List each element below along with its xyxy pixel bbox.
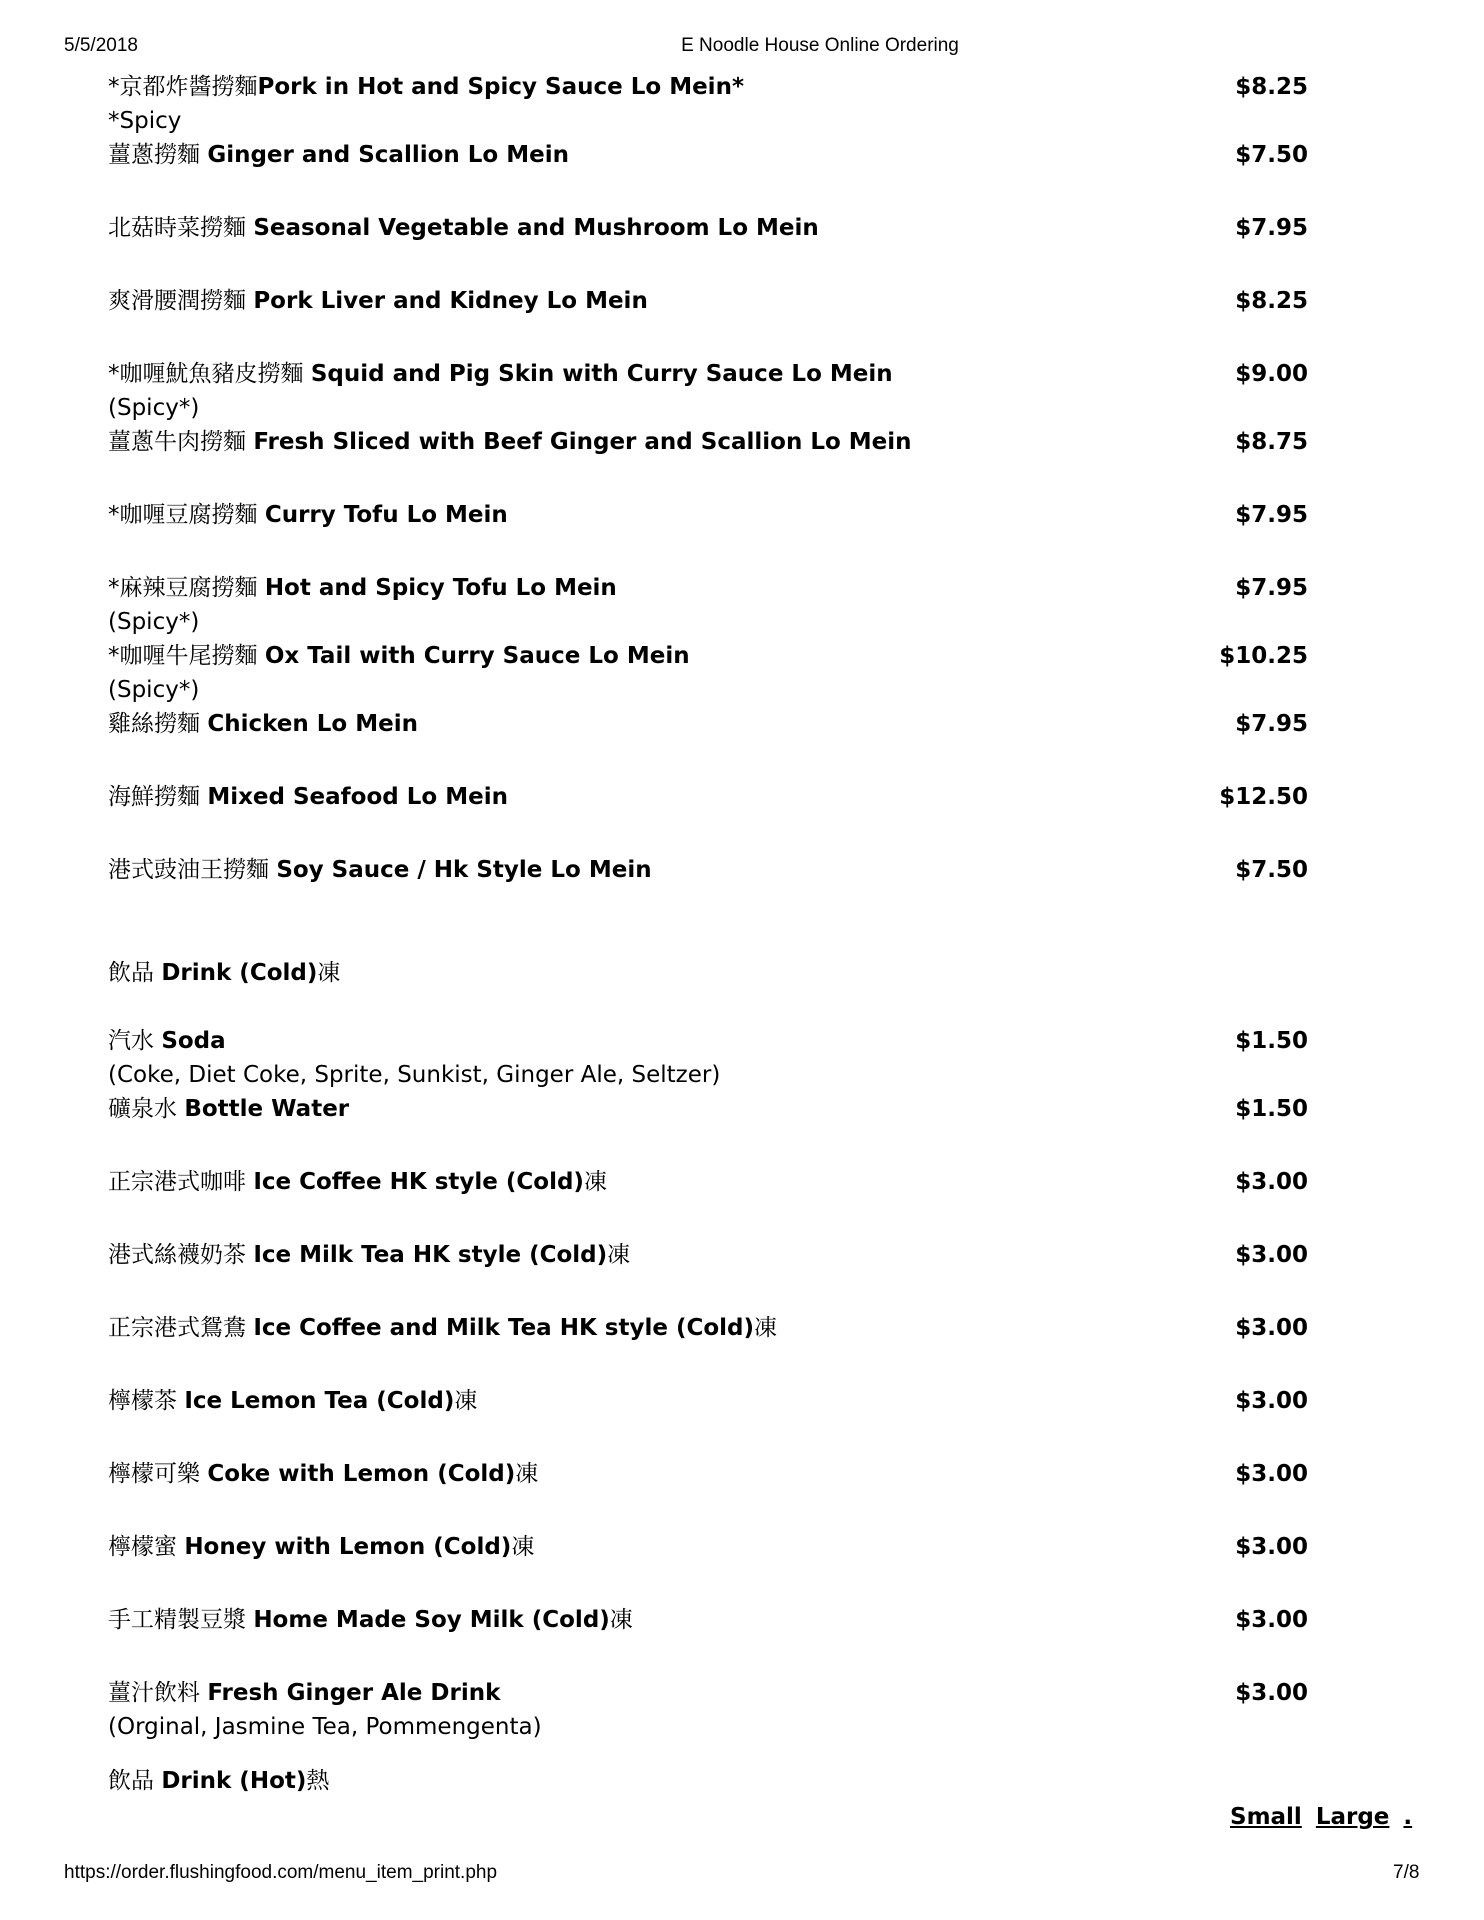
item-chinese-name: 雞絲撈麵 [108, 711, 208, 737]
item-english-name: Pork in Hot and Spicy Sauce Lo Mein* [257, 74, 744, 100]
item-price: $3.00 [1235, 1607, 1308, 1633]
menu-item [108, 498, 1308, 532]
section-heading-drink-cold [108, 956, 1308, 990]
item-note: (Orginal, Jasmine Tea, Pommengenta) [108, 1714, 542, 1740]
menu-item [108, 357, 1308, 425]
footer-url: https://order.flushingfood.com/menu_item_print.php [64, 1862, 498, 1883]
item-english-name: Ice Milk Tea HK style (Cold) [253, 1242, 608, 1268]
item-english-name: Bottle Water [184, 1096, 350, 1122]
item-chinese-name: 薑蔥撈麵 [108, 142, 208, 168]
menu-item [108, 1603, 1308, 1637]
item-price: $3.00 [1235, 1169, 1308, 1195]
header-title: E Noodle House Online Ordering [681, 35, 959, 56]
item-chinese-suffix: 凍 [754, 1315, 778, 1341]
item-price: $1.50 [1235, 1028, 1308, 1054]
section-english-name: Drink (Hot) [161, 1768, 307, 1794]
section-chinese-suffix: 熱 [306, 1768, 330, 1794]
size-small-link[interactable]: Small [1230, 1804, 1302, 1830]
item-chinese-name: 檸檬茶 [108, 1388, 185, 1414]
menu-item [108, 1165, 1308, 1199]
item-chinese-name: *京都炸醬撈麵 [108, 74, 258, 100]
item-price: $7.95 [1235, 711, 1308, 737]
item-chinese-suffix: 凍 [515, 1461, 539, 1487]
item-chinese-name: 北菇時菜撈麵 [108, 215, 254, 241]
item-chinese-suffix: 凍 [609, 1607, 633, 1633]
menu-item [108, 138, 1308, 172]
menu-item [108, 1384, 1308, 1418]
item-price: $3.00 [1235, 1315, 1308, 1341]
item-note: (Spicy*) [108, 609, 200, 635]
item-chinese-name: 礦泉水 [108, 1096, 185, 1122]
section-heading-drink-hot [108, 1764, 1308, 1798]
item-chinese-name: *咖喱豆腐撈麵 [108, 502, 265, 528]
item-price: $12.50 [1219, 784, 1308, 810]
item-price: $9.00 [1235, 361, 1308, 387]
item-chinese-name: 港式絲襪奶茶 [108, 1242, 254, 1268]
item-chinese-name: 正宗港式鴛鴦 [108, 1315, 254, 1341]
menu-item [108, 571, 1308, 639]
item-english-name: Home Made Soy Milk (Cold) [253, 1607, 610, 1633]
item-price: $10.25 [1219, 643, 1308, 669]
item-english-name: Squid and Pig Skin with Curry Sauce Lo Mein [310, 361, 893, 387]
item-note: (Spicy*) [108, 677, 200, 703]
item-price: $7.95 [1235, 502, 1308, 528]
item-chinese-name: 港式豉油王撈麵 [108, 857, 277, 883]
item-price: $7.50 [1235, 142, 1308, 168]
item-english-name: Ice Coffee HK style (Cold) [253, 1169, 584, 1195]
item-english-name: Ice Lemon Tea (Cold) [184, 1388, 455, 1414]
section-chinese-suffix: 凍 [317, 960, 341, 986]
menu-item [108, 1238, 1308, 1272]
item-chinese-name: 檸檬蜜 [108, 1534, 185, 1560]
size-large-link[interactable]: Large [1315, 1804, 1390, 1830]
item-english-name: Honey with Lemon (Cold) [184, 1534, 512, 1560]
item-english-name: Coke with Lemon (Cold) [207, 1461, 516, 1487]
section-chinese-name: 飲品 [108, 960, 162, 986]
menu-item [108, 639, 1308, 707]
item-note: *Spicy [108, 108, 182, 134]
item-chinese-name: 正宗港式咖啡 [108, 1169, 254, 1195]
item-chinese-name: 薑蔥牛肉撈麵 [108, 429, 254, 455]
item-note: (Coke, Diet Coke, Sprite, Sunkist, Ginger Ale, Seltzer) [108, 1062, 721, 1088]
menu-item [108, 780, 1308, 814]
menu-item [108, 707, 1308, 741]
item-english-name: Fresh Ginger Ale Drink [207, 1680, 501, 1706]
menu-item [108, 211, 1308, 245]
item-chinese-suffix: 凍 [511, 1534, 535, 1560]
menu-item [108, 1092, 1308, 1126]
menu-item [108, 425, 1308, 459]
item-chinese-name: 汽水 [108, 1028, 162, 1054]
item-price: $3.00 [1235, 1242, 1308, 1268]
item-english-name: Pork Liver and Kidney Lo Mein [253, 288, 648, 314]
item-english-name: Soy Sauce / Hk Style Lo Mein [276, 857, 652, 883]
item-price: $3.00 [1235, 1461, 1308, 1487]
item-english-name: Hot and Spicy Tofu Lo Mein [264, 575, 617, 601]
item-price: $8.25 [1235, 288, 1308, 314]
item-english-name: Fresh Sliced with Beef Ginger and Scallion Lo Mein [253, 429, 912, 455]
item-chinese-name: 海鮮撈麵 [108, 784, 208, 810]
footer-page-number: 7/8 [1393, 1862, 1420, 1883]
item-english-name: Seasonal Vegetable and Mushroom Lo Mein [253, 215, 819, 241]
item-price: $7.95 [1235, 215, 1308, 241]
item-price: $7.50 [1235, 857, 1308, 883]
item-price: $3.00 [1235, 1388, 1308, 1414]
item-english-name: Chicken Lo Mein [207, 711, 418, 737]
item-chinese-name: 爽滑腰潤撈麵 [108, 288, 254, 314]
item-chinese-name: 檸檬可樂 [108, 1461, 208, 1487]
item-chinese-suffix: 凍 [607, 1242, 631, 1268]
item-chinese-suffix: 凍 [454, 1388, 478, 1414]
menu-item [108, 1457, 1308, 1491]
item-price: $8.25 [1235, 74, 1308, 100]
item-chinese-name: 薑汁飲料 [108, 1680, 208, 1706]
header-date: 5/5/2018 [64, 35, 138, 56]
item-price: $8.75 [1235, 429, 1308, 455]
section-english-name: Drink (Cold) [161, 960, 318, 986]
menu-item [108, 1676, 1308, 1744]
item-english-name: Curry Tofu Lo Mein [264, 502, 508, 528]
item-chinese-name: *麻辣豆腐撈麵 [108, 575, 265, 601]
section-chinese-name: 飲品 [108, 1768, 162, 1794]
menu-item [108, 1530, 1308, 1564]
item-price: $7.95 [1235, 575, 1308, 601]
menu-item [108, 284, 1308, 318]
item-english-name: Ginger and Scallion Lo Mein [207, 142, 569, 168]
item-price: $3.00 [1235, 1680, 1308, 1706]
menu-item [108, 1311, 1308, 1345]
item-chinese-suffix: 凍 [583, 1169, 607, 1195]
item-chinese-name: 手工精製豆漿 [108, 1607, 254, 1633]
item-price: $3.00 [1235, 1534, 1308, 1560]
item-english-name: Soda [161, 1028, 226, 1054]
item-note: (Spicy*) [108, 395, 200, 421]
item-chinese-name: *咖喱牛尾撈麵 [108, 643, 265, 669]
item-english-name: Ice Coffee and Milk Tea HK style (Cold) [253, 1315, 755, 1341]
menu-list [108, 70, 1308, 1798]
item-english-name: Mixed Seafood Lo Mein [207, 784, 508, 810]
menu-item [108, 70, 1308, 138]
size-options [1230, 1804, 1426, 1830]
size-other-link[interactable]: . [1403, 1804, 1413, 1830]
menu-item [108, 1024, 1308, 1092]
item-english-name: Ox Tail with Curry Sauce Lo Mein [264, 643, 690, 669]
menu-item [108, 853, 1308, 887]
item-price: $1.50 [1235, 1096, 1308, 1122]
item-chinese-name: *咖喱魷魚豬皮撈麵 [108, 361, 311, 387]
